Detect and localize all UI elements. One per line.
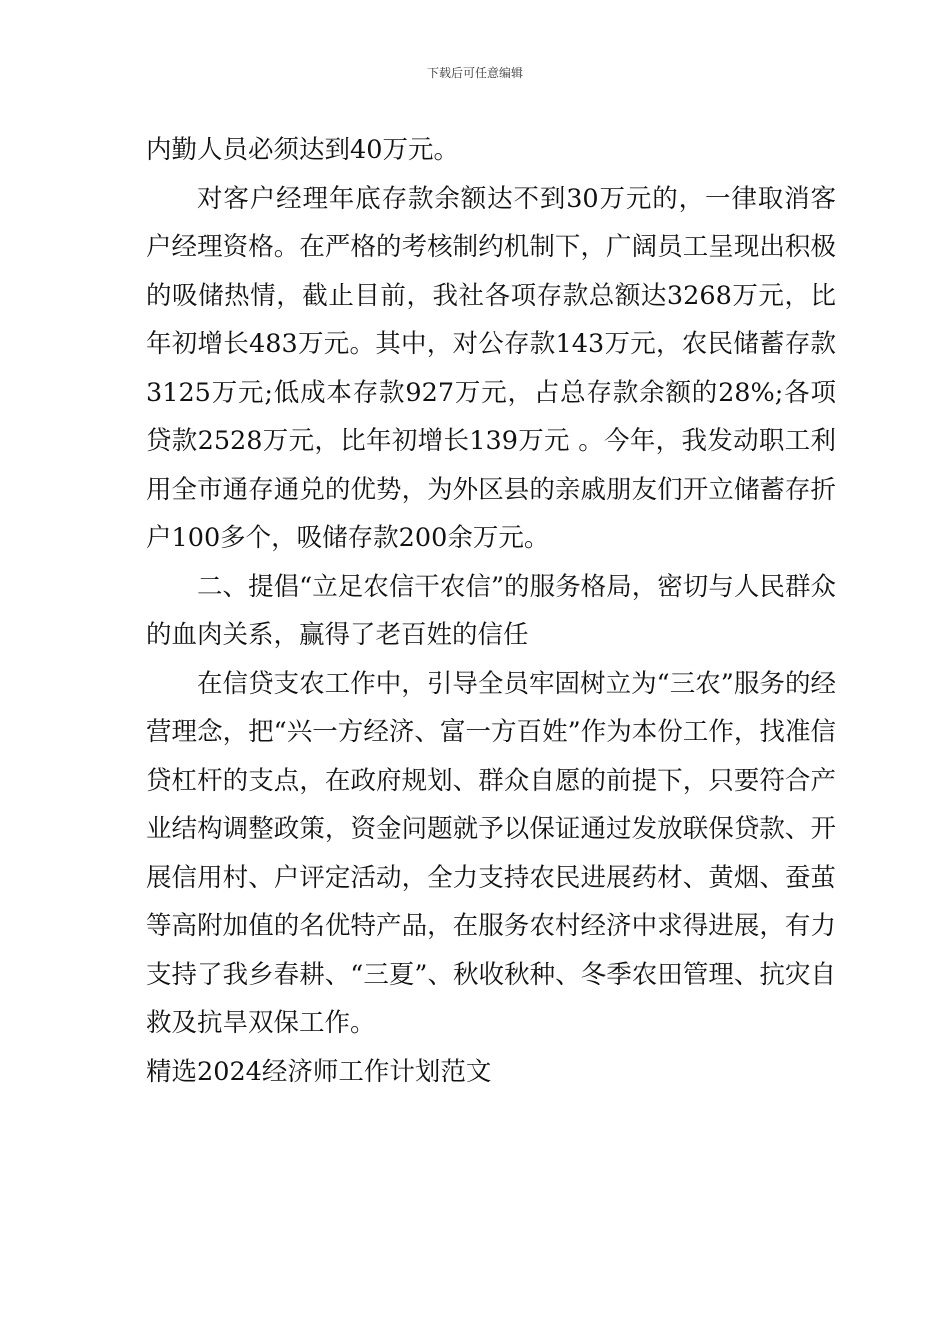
paragraph-continuation: 内勤人员必须达到40万元。 [146, 135, 459, 165]
section-heading-two: 二、提倡“立足农信干农信”的服务格局，密切与人民群众的血肉关系，赢得了老百姓的信任 [146, 571, 836, 650]
paragraph-deposit-assessment: 对客户经理年底存款余额达不到30万元的，一律取消客户经理资格。在严格的考核制约机制下，广阔员工呈现出积极的吸储热情，截止目前，我社各项存款总额达3268万元，比年初增长483万元。其中，对公存款143万元，农民储蓄存款3125万元;低成本存款927万元，占总存款余额的28%;各项贷款2528万元，比年初增长139万元 。今年，我发动职工利用全市通存通兑的优势，为外区县的亲戚朋友们开立储蓄存折户100多个，吸储存款200余万元。 [146, 183, 836, 553]
document-footer-title: 精选2024经济师工作计划范文 [146, 1056, 492, 1087]
page-header-note: 下载后可任意编辑 [426, 66, 523, 80]
document-body [146, 126, 836, 1096]
paragraph-credit-support: 在信贷支农工作中，引导全员牢固树立为“三农”服务的经营理念，把“兴一方经济、富一方百姓”作为本份工作，找准信贷杠杆的支点，在政府规划、群众自愿的前提下，只要符合产业结构调整政策，资金问题就予以保证通过发放联保贷款、开展信用村、户评定活动，全力支持农民进展药材、黄烟、蚕茧等高附加值的名优特产品，在服务农村经济中求得进展，有力支持了我乡春耕、“三夏”、秋收秋种、冬季农田管理、抗灾自救及抗旱双保工作。 [146, 668, 836, 1038]
